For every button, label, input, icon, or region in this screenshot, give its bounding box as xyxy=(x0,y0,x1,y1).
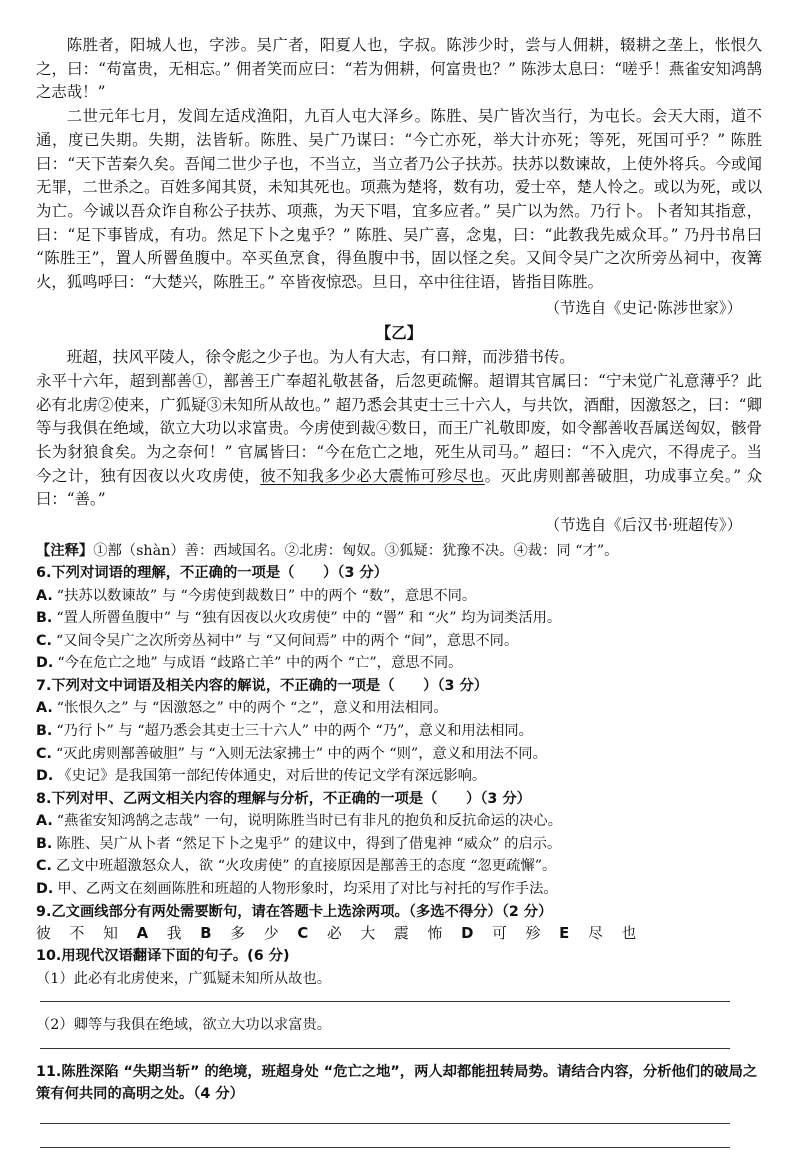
answer-line-3[interactable] xyxy=(40,1112,730,1124)
option-label: A. xyxy=(36,813,53,830)
sequence-char: 尽 xyxy=(587,924,610,942)
question-8-title: 8.下列对甲、乙两文相关内容的理解与分析，不正确的一项是（ ）（3 分） xyxy=(36,790,531,807)
answer-line-1[interactable] xyxy=(40,990,730,1002)
sequence-char: 我 xyxy=(166,924,189,942)
question-8-option-d xyxy=(36,878,762,901)
option-text: 《史记》是我国第一部纪传体通史，对后世的传记文学有深远影响。 xyxy=(57,768,487,785)
passage-jia-paragraph-1: 陈胜者，阳城人也，字涉。吴广者，阳夏人也，字叔。陈涉少时，尝与人佣耕，辍耕之垄上，怅恨久之，曰：“苟富贵，无相忘。” 佣者笑而应曰：“若为佣耕，何富贵也？” 陈涉太息曰：“嗟乎！燕雀安知鸿鹄之志哉！” xyxy=(36,36,762,102)
question-7-option-a xyxy=(36,697,762,720)
question-10-title: 10.用现代汉语翻译下面的句子。(6 分) xyxy=(36,948,290,965)
question-7-title: 7.下列对文中词语及相关内容的解说，不正确的一项是（ ）（3 分） xyxy=(36,677,489,694)
option-text: “又间令吴广之次所旁丛祠中” 与 “又何间焉” 中的两个 “间”，意思不同。 xyxy=(55,632,519,649)
option-label: D. xyxy=(36,768,54,785)
option-text: “怅恨久之” 与 “因激怒之” 中的两个 “之”，意义和用法相同。 xyxy=(56,700,448,717)
question-6-option-b xyxy=(36,607,762,630)
question-8-option-a xyxy=(36,810,762,833)
sequence-char: 多 xyxy=(230,924,253,942)
sequence-char: 必 xyxy=(326,924,349,942)
option-text: 甲、乙两文在刻画陈胜和班超的人物形象时，均采用了对比与衬托的写作手法。 xyxy=(57,880,558,897)
notes-label: 【注释】 xyxy=(36,542,94,559)
passage-yi-paragraph-1: 班超，扶风平陵人，徐令彪之少子也。为人有大志，有口辩，而涉猎书传。 xyxy=(66,348,575,367)
option-text: 乙文中班超激怒众人，欲 “火攻虏使” 的直接原因是鄯善王的态度 “忽更疏懈”。 xyxy=(55,858,557,875)
exam-page xyxy=(36,34,762,1160)
break-option-e[interactable]: E xyxy=(559,924,577,942)
question-9-sentence-sequence xyxy=(36,923,762,945)
question-10-sentence-2: （2）卿等与我俱在绝域，欲立大功以求富贵。 xyxy=(36,1017,332,1034)
option-label: C. xyxy=(36,745,52,762)
option-text: “扶苏以数谏故” 与 “今虏使到裁数日” 中的两个 “数”，意思不同。 xyxy=(56,587,477,604)
option-text: “置人所罾鱼腹中” 与 “独有因夜以火攻虏使” 中的 “罾” 和 “火” 均为词类活用。 xyxy=(56,610,562,627)
option-label: D. xyxy=(36,880,54,897)
option-label: B. xyxy=(36,610,53,627)
option-label: D. xyxy=(36,655,54,672)
option-text: “燕雀安知鸿鹄之志哉” 一句，说明陈胜当时已有非凡的抱负和反抗命运的决心。 xyxy=(56,813,563,830)
question-10-sentence-1: （1）此必有北虏使来，广狐疑未知所从故也。 xyxy=(36,970,332,987)
passage-yi-text-b: 。灭此虏则鄯善破胆，功成事立矣。” 众曰：“善。” xyxy=(36,466,762,509)
sequence-char: 怖 xyxy=(427,924,450,942)
question-8-option-c xyxy=(36,855,762,878)
option-text: “乃行卜” 与 “超乃悉会其吏士三十六人” 中的两个 “乃”，意义和用法相同。 xyxy=(56,722,533,739)
break-option-d[interactable]: D xyxy=(461,924,481,942)
break-option-b[interactable]: B xyxy=(200,924,219,942)
question-7-option-c xyxy=(36,743,762,766)
question-6-title: 6.下列对词语的理解，不正确的一项是（ ）（3 分） xyxy=(36,565,388,582)
question-6-option-d xyxy=(36,652,762,675)
option-text: 陈胜、吴广从卜者 “然足下卜之鬼乎” 的建议中，得到了借鬼神 “威众” 的启示。 xyxy=(56,835,562,852)
sequence-char: 殄 xyxy=(525,924,548,942)
question-9-title: 9.乙文画线部分有两处需要断句，请在答题卡上选涂两项。（多选不得分）（2 分） xyxy=(36,903,553,920)
option-label: C. xyxy=(36,632,52,649)
break-option-a[interactable]: A xyxy=(136,924,156,942)
option-text: “灭此虏则鄯善破胆” 与 “入则无法家拂士” 中的两个 “则”，意义和用法不同。 xyxy=(55,745,547,762)
annotation-notes xyxy=(36,540,762,562)
sequence-char: 不 xyxy=(69,924,92,942)
break-option-c[interactable]: C xyxy=(297,924,316,942)
passage-jia-source: （节选自《史记·陈涉世家》） xyxy=(544,298,742,317)
question-6-option-c xyxy=(36,630,762,653)
sequence-char: 少 xyxy=(263,924,286,942)
question-6-option-a xyxy=(36,585,762,608)
question-7-option-b xyxy=(36,720,762,743)
passage-yi-paragraph-2 xyxy=(36,370,762,512)
notes-text: ①鄯（shàn）善：西域国名。②北虏：匈奴。③狐疑：犹豫不决。④裁：同 “才”。 xyxy=(93,542,619,559)
sequence-char: 可 xyxy=(492,924,514,942)
question-11-title: 11.陈胜深陷 “失期当斩” 的绝境，班超身处 “危亡之地”，两人却都能扭转局势。请结合内容，分析他们的破局之策有何共同的高明之处。（4 分） xyxy=(36,1063,758,1103)
option-label: A. xyxy=(36,700,53,717)
option-label: B. xyxy=(36,722,53,739)
sequence-char: 震 xyxy=(394,924,416,942)
answer-line-4[interactable] xyxy=(40,1136,730,1148)
option-label: C. xyxy=(36,858,52,875)
option-text: “今在危亡之地” 与成语 “歧路亡羊” 中的两个 “亡”，意思不同。 xyxy=(57,655,463,672)
sequence-char: 彼 xyxy=(36,924,58,942)
sequence-char: 知 xyxy=(103,924,125,942)
question-7-option-d xyxy=(36,765,762,788)
option-label: B. xyxy=(36,835,53,852)
option-label: A. xyxy=(36,587,53,604)
answer-line-2[interactable] xyxy=(40,1037,730,1049)
passage-yi-heading: 【乙】 xyxy=(375,324,423,343)
sequence-char: 也 xyxy=(621,924,644,942)
underlined-sentence: 彼不知我多少必大震怖可殄尽也 xyxy=(260,466,485,485)
passage-yi-source: （节选自《后汉书·班超传》） xyxy=(544,516,742,535)
passage-jia-paragraph-2: 二世元年七月，发闾左适戍渔阳，九百人屯大泽乡。陈胜、吴广皆次当行，为屯长。会天大雨，道不通，度已失期。失期，法皆斩。陈胜、吴广乃谋曰：“今亡亦死，举大计亦死；等死，死国可乎？” 陈胜曰：“天下苦秦久矣。吾闻二世少子也，不当立，当立者乃公子扶苏。扶苏以数谏故，上使外将兵。今或闻无罪，二世杀之。百姓多闻其贤，未知其死也。项燕为楚将，数有功，爱士卒，楚人怜之。或以为死，或以为亡。今诚以吾众诈自称公子扶苏、项燕，为天下唱，宜多应者。” 吴广以为然。乃行卜。卜者知其指意，曰：“足下事皆成，有功。然足下卜之鬼乎？” 陈胜、吴广喜，念鬼，曰：“此教我先威众耳。” 乃丹书帛曰 “陈胜王”，置人所罾鱼腹中。卒买鱼烹食，得鱼腹中书，固以怪之矣。又间令吴广之次所旁丛祠中，夜篝火，狐鸣呼曰：“大楚兴，陈胜王。” 卒皆夜惊恐。旦日，卒中往往语，皆指目陈胜。 xyxy=(36,107,762,292)
passage-yi-text-a: 永平十六年，超到鄯善①，鄯善王广奉超礼敬甚备，后忽更疏懈。超谓其官属曰：“宁未觉广礼意薄乎？此必有北虏②使来，广狐疑③未知所从故也。” 超乃悉会其吏士三十六人，与共饮，酒酣，因激怒之，曰：“卿等与我俱在绝域，欲立大功以求富贵。今虏使到裁④数日，而王广礼敬即废，如令鄯善收吾属送匈奴，骸骨长为豺狼食矣。为之奈何！” 官属皆曰：“今在危亡之地，死生从司马。” 超曰：“不入虎穴，不得虎子。当今之计，独有因夜以火攻虏使， xyxy=(36,371,762,485)
question-8-option-b xyxy=(36,833,762,856)
sequence-char: 大 xyxy=(360,924,383,942)
